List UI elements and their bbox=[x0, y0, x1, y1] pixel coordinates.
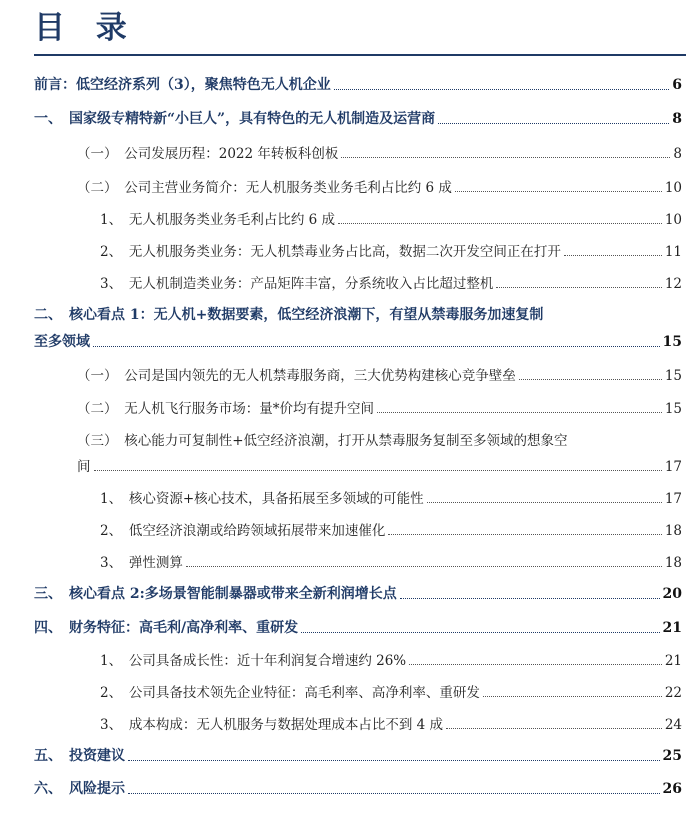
toc-page-number: 15 bbox=[664, 401, 682, 417]
toc-label: 3、 无人机制造类业务：产品矩阵丰富，分系统收入占比超过整机 bbox=[100, 276, 494, 292]
toc-page-number: 17 bbox=[664, 459, 682, 475]
toc-leader bbox=[438, 123, 669, 124]
toc-leader bbox=[338, 223, 662, 224]
toc-label: 1、 无人机服务类业务毛利占比约 6 成 bbox=[100, 212, 336, 228]
toc-page-number: 6 bbox=[672, 77, 682, 93]
toc-leader bbox=[93, 346, 660, 347]
toc-label: 3、 成本构成：无人机服务与数据处理成本占比不到 4 成 bbox=[100, 717, 444, 733]
toc-label: 间 bbox=[77, 459, 91, 475]
toc-entry-2-1[interactable] bbox=[77, 364, 682, 384]
toc-label: 1、 公司具备成长性：近十年利润复合增速约 26% bbox=[100, 653, 407, 669]
toc-entry-2-3-2[interactable] bbox=[100, 519, 682, 539]
toc-page-number: 15 bbox=[662, 334, 682, 350]
toc-leader bbox=[341, 157, 670, 158]
toc-entry-section-5[interactable] bbox=[34, 745, 682, 765]
toc-leader bbox=[455, 191, 662, 192]
toc-page-number: 18 bbox=[664, 523, 682, 539]
toc-leader bbox=[564, 255, 662, 256]
toc-entry-2-3-1[interactable] bbox=[100, 487, 682, 507]
page-title: 目 录 bbox=[34, 10, 137, 46]
toc-label: 四、 财务特征：高毛利/高净利率、重研发 bbox=[34, 620, 299, 636]
toc-label: （二） 无人机飞行服务市场：量*价均有提升空间 bbox=[77, 401, 374, 417]
toc-page-number: 17 bbox=[664, 491, 682, 507]
toc-label: 三、 核心看点 2:多场景智能制暴器或带来全新利润增长点 bbox=[34, 586, 397, 602]
toc-entry-preface[interactable] bbox=[34, 74, 682, 94]
toc-label: （一） 公司发展历程：2022 年转板科创板 bbox=[77, 146, 339, 162]
toc-label: 一、 国家级专精特新“小巨人”，具有特色的无人机制造及运营商 bbox=[34, 111, 436, 127]
toc-leader bbox=[427, 502, 662, 503]
toc-entry-1-2-3[interactable] bbox=[100, 272, 682, 292]
toc-entry-4-1[interactable] bbox=[100, 649, 682, 669]
toc-page-number: 20 bbox=[662, 586, 682, 602]
toc-entry-1-2-2[interactable] bbox=[100, 240, 682, 260]
toc-page-number: 11 bbox=[664, 244, 682, 260]
toc-entry-section-6[interactable] bbox=[34, 778, 682, 798]
toc-label: 2、 公司具备技术领先企业特征：高毛利率、高净利率、重研发 bbox=[100, 685, 480, 701]
toc-leader bbox=[409, 664, 662, 665]
toc-entry-2-3[interactable] bbox=[77, 455, 682, 475]
toc-leader bbox=[446, 728, 662, 729]
toc-page-number: 18 bbox=[664, 555, 682, 571]
toc-entry-1-1[interactable] bbox=[77, 142, 682, 162]
toc-label: （一） 公司是国内领先的无人机禁毒服务商，三大优势构建核心竞争壁垒 bbox=[77, 368, 516, 384]
toc-leader bbox=[301, 632, 659, 633]
toc-entry-4-2[interactable] bbox=[100, 681, 682, 701]
toc-leader bbox=[483, 696, 662, 697]
toc-label: 3、 弹性测算 bbox=[100, 555, 183, 571]
toc-leader bbox=[377, 412, 662, 413]
toc-leader bbox=[519, 379, 662, 380]
toc-page-number: 22 bbox=[664, 685, 682, 701]
toc-entry-1-2[interactable] bbox=[77, 176, 682, 196]
toc-entry-1-2-1[interactable] bbox=[100, 208, 682, 228]
toc-page-number: 8 bbox=[673, 146, 682, 162]
toc-page-number: 10 bbox=[664, 212, 682, 228]
toc-leader bbox=[94, 470, 662, 471]
toc-page-number: 21 bbox=[662, 620, 682, 636]
toc-leader bbox=[400, 598, 660, 599]
toc-label: 至多领域 bbox=[34, 334, 90, 350]
toc-label: 2、 低空经济浪潮或给跨领域拓展带来加速催化 bbox=[100, 523, 386, 539]
toc-entry-section-2-line1[interactable]: 二、 核心看点 1：无人机+数据要素，低空经济浪潮下，有望从禁毒服务加速复制 bbox=[34, 307, 544, 323]
toc-leader bbox=[128, 760, 660, 761]
toc-entry-section-1[interactable] bbox=[34, 108, 682, 128]
toc-entry-4-3[interactable] bbox=[100, 713, 682, 733]
toc-page-number: 15 bbox=[664, 368, 682, 384]
toc-page-number: 26 bbox=[662, 781, 682, 797]
toc-label: 前言：低空经济系列（3），聚焦特色无人机企业 bbox=[34, 77, 331, 93]
toc-leader bbox=[186, 566, 662, 567]
toc-label: 2、 无人机服务类业务：无人机禁毒业务占比高，数据二次开发空间正在打开 bbox=[100, 244, 561, 260]
toc-label: 五、 投资建议 bbox=[34, 748, 125, 764]
toc-page-number: 24 bbox=[664, 717, 682, 733]
toc-leader bbox=[334, 89, 670, 90]
toc-leader bbox=[388, 534, 661, 535]
toc-leader bbox=[496, 287, 661, 288]
toc-page-number: 10 bbox=[664, 180, 682, 196]
toc-label: 1、 核心资源+核心技术，具备拓展至多领域的可能性 bbox=[100, 491, 424, 507]
toc-entry-section-4[interactable] bbox=[34, 617, 682, 637]
toc-page-number: 21 bbox=[664, 653, 682, 669]
toc-label: （二） 公司主营业务简介：无人机服务类业务毛利占比约 6 成 bbox=[77, 180, 452, 196]
toc-page-number: 8 bbox=[672, 111, 682, 127]
toc-page-number: 25 bbox=[662, 748, 682, 764]
toc-page-number: 12 bbox=[664, 276, 682, 292]
toc-entry-section-2[interactable] bbox=[34, 331, 682, 351]
title-divider bbox=[34, 54, 686, 56]
toc-entry-section-3[interactable] bbox=[34, 583, 682, 603]
toc-entry-2-3-line1[interactable]: （三） 核心能力可复制性+低空经济浪潮，打开从禁毒服务复制至多领域的想象空 bbox=[77, 433, 568, 449]
toc-entry-2-2[interactable] bbox=[77, 397, 682, 417]
toc-label: 六、 风险提示 bbox=[34, 781, 125, 797]
toc-entry-2-3-3[interactable] bbox=[100, 551, 682, 571]
toc-leader bbox=[128, 793, 660, 794]
